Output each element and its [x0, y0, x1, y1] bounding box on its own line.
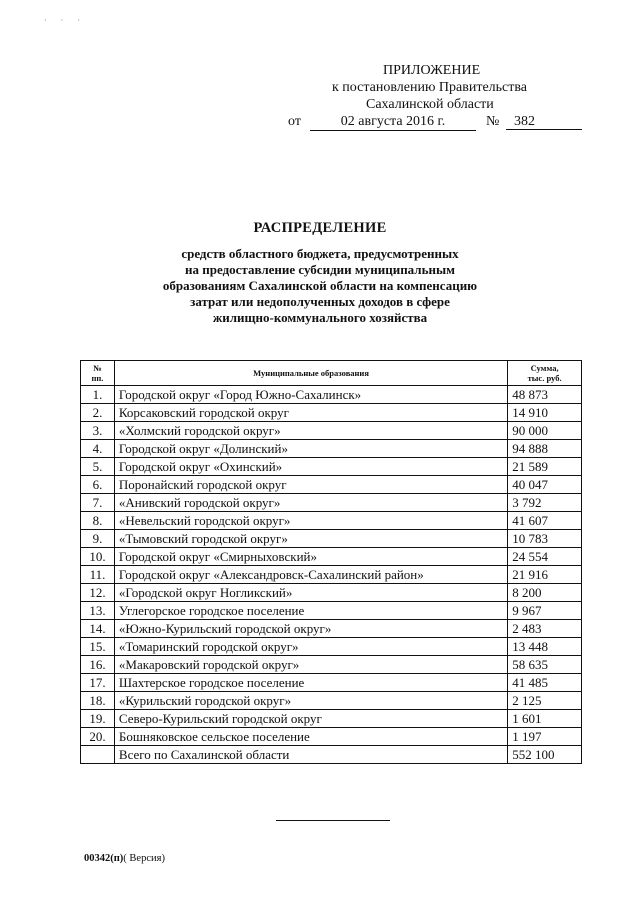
row-municipality: «Южно-Курильский городской округ» — [114, 620, 507, 638]
decree-number: 382 — [506, 113, 582, 130]
row-number: 5. — [81, 458, 115, 476]
row-municipality: Бошняковское сельское поселение — [114, 728, 507, 746]
table-row — [81, 422, 582, 440]
row-amount: 21 589 — [508, 458, 582, 476]
table-row — [81, 476, 582, 494]
table-row — [81, 728, 582, 746]
table-row — [81, 620, 582, 638]
row-amount: 41 485 — [508, 674, 582, 692]
document-subtitle — [0, 246, 640, 326]
row-amount: 40 047 — [508, 476, 582, 494]
table-row — [81, 692, 582, 710]
appendix-reference: к постановлению Правительства — [332, 80, 528, 95]
table-row — [81, 710, 582, 728]
row-amount: 14 910 — [508, 404, 582, 422]
row-amount: 2 483 — [508, 620, 582, 638]
row-number: 3. — [81, 422, 115, 440]
row-number: 6. — [81, 476, 115, 494]
footer-code — [84, 853, 165, 864]
table-header-row — [81, 361, 582, 386]
table-row — [81, 494, 582, 512]
row-amount: 90 000 — [508, 422, 582, 440]
row-amount: 3 792 — [508, 494, 582, 512]
row-number: 14. — [81, 620, 115, 638]
appendix-date-row — [280, 113, 580, 133]
row-municipality: «Томаринский городской округ» — [114, 638, 507, 656]
row-municipality: Углегорское городское поселение — [114, 602, 507, 620]
row-amount: 58 635 — [508, 656, 582, 674]
subtitle-line: на предоставление субсидии муниципальным — [185, 262, 455, 277]
table-row — [81, 674, 582, 692]
header-name: Муниципальные образования — [114, 361, 507, 386]
document-code: 00342(п) — [84, 853, 124, 864]
row-number: 19. — [81, 710, 115, 728]
row-number: 9. — [81, 530, 115, 548]
row-number: 17. — [81, 674, 115, 692]
decree-date: 02 августа 2016 г. — [310, 113, 476, 131]
row-municipality: «Тымовский городской округ» — [114, 530, 507, 548]
row-amount: 94 888 — [508, 440, 582, 458]
row-amount: 41 607 — [508, 512, 582, 530]
row-number: 20. — [81, 728, 115, 746]
row-amount: 48 873 — [508, 386, 582, 404]
row-number: 7. — [81, 494, 115, 512]
document-version: ( Версия) — [123, 853, 165, 864]
distribution-table — [80, 360, 582, 764]
row-number: 1. — [81, 386, 115, 404]
row-amount: 24 554 — [508, 548, 582, 566]
subtitle-line: средств областного бюджета, предусмотренных — [181, 246, 459, 261]
header-num: № пп. — [81, 361, 115, 386]
row-municipality: Городской округ «Охинский» — [114, 458, 507, 476]
table-total-row — [81, 746, 582, 764]
row-amount: 13 448 — [508, 638, 582, 656]
table-row — [81, 386, 582, 404]
row-municipality: Поронайский городской округ — [114, 476, 507, 494]
appendix-region: Сахалинской области — [366, 97, 494, 112]
row-municipality: «Курильский городской округ» — [114, 692, 507, 710]
row-number: 12. — [81, 584, 115, 602]
row-number: 15. — [81, 638, 115, 656]
row-amount: 1 197 — [508, 728, 582, 746]
document-title: РАСПРЕДЕЛЕНИЕ — [253, 220, 387, 236]
table-row — [81, 638, 582, 656]
row-municipality: Городской округ «Смирныховский» — [114, 548, 507, 566]
row-number: 2. — [81, 404, 115, 422]
row-municipality: Городской округ «Александровск-Сахалинский район» — [114, 566, 507, 584]
total-label: Всего по Сахалинской области — [114, 746, 507, 764]
row-municipality: Городской округ «Долинский» — [114, 440, 507, 458]
table-row — [81, 656, 582, 674]
total-amount: 552 100 — [508, 746, 582, 764]
row-amount: 9 967 — [508, 602, 582, 620]
table-row — [81, 566, 582, 584]
appendix-title: ПРИЛОЖЕНИЕ — [383, 63, 481, 78]
row-municipality: Северо-Курильский городской округ — [114, 710, 507, 728]
table-row — [81, 404, 582, 422]
subtitle-line: затрат или недополученных доходов в сфере — [190, 294, 450, 309]
row-number: 11. — [81, 566, 115, 584]
row-number: 16. — [81, 656, 115, 674]
table-row — [81, 512, 582, 530]
signature-line — [276, 820, 390, 821]
row-number: 13. — [81, 602, 115, 620]
row-municipality: «Городской округ Ногликский» — [114, 584, 507, 602]
row-amount: 1 601 — [508, 710, 582, 728]
subtitle-line: жилищно-коммунального хозяйства — [212, 310, 428, 325]
row-municipality: Городской округ «Город Южно-Сахалинск» — [114, 386, 507, 404]
number-label: № — [486, 114, 500, 129]
row-municipality: «Невельский городской округ» — [114, 512, 507, 530]
row-amount: 21 916 — [508, 566, 582, 584]
row-amount: 10 783 — [508, 530, 582, 548]
row-number: 4. — [81, 440, 115, 458]
row-amount: 2 125 — [508, 692, 582, 710]
row-municipality: «Макаровский городской округ» — [114, 656, 507, 674]
row-number: 18. — [81, 692, 115, 710]
table-row — [81, 548, 582, 566]
row-municipality: Корсаковский городской округ — [114, 404, 507, 422]
table-row — [81, 584, 582, 602]
table-body — [81, 386, 582, 764]
subtitle-line: образованиям Сахалинской области на компенсацию — [162, 278, 478, 293]
row-municipality: Шахтерское городское поселение — [114, 674, 507, 692]
table-row — [81, 440, 582, 458]
table-row — [81, 530, 582, 548]
scan-specks: · · · — [44, 16, 86, 25]
total-number — [81, 746, 115, 764]
table-row — [81, 458, 582, 476]
row-municipality: «Холмский городской округ» — [114, 422, 507, 440]
row-amount: 8 200 — [508, 584, 582, 602]
table-row — [81, 602, 582, 620]
from-label: от — [288, 114, 301, 129]
row-number: 10. — [81, 548, 115, 566]
appendix-block — [280, 62, 580, 133]
row-municipality: «Анивский городской округ» — [114, 494, 507, 512]
header-sum: Сумма, тыс. руб. — [508, 361, 582, 386]
row-number: 8. — [81, 512, 115, 530]
